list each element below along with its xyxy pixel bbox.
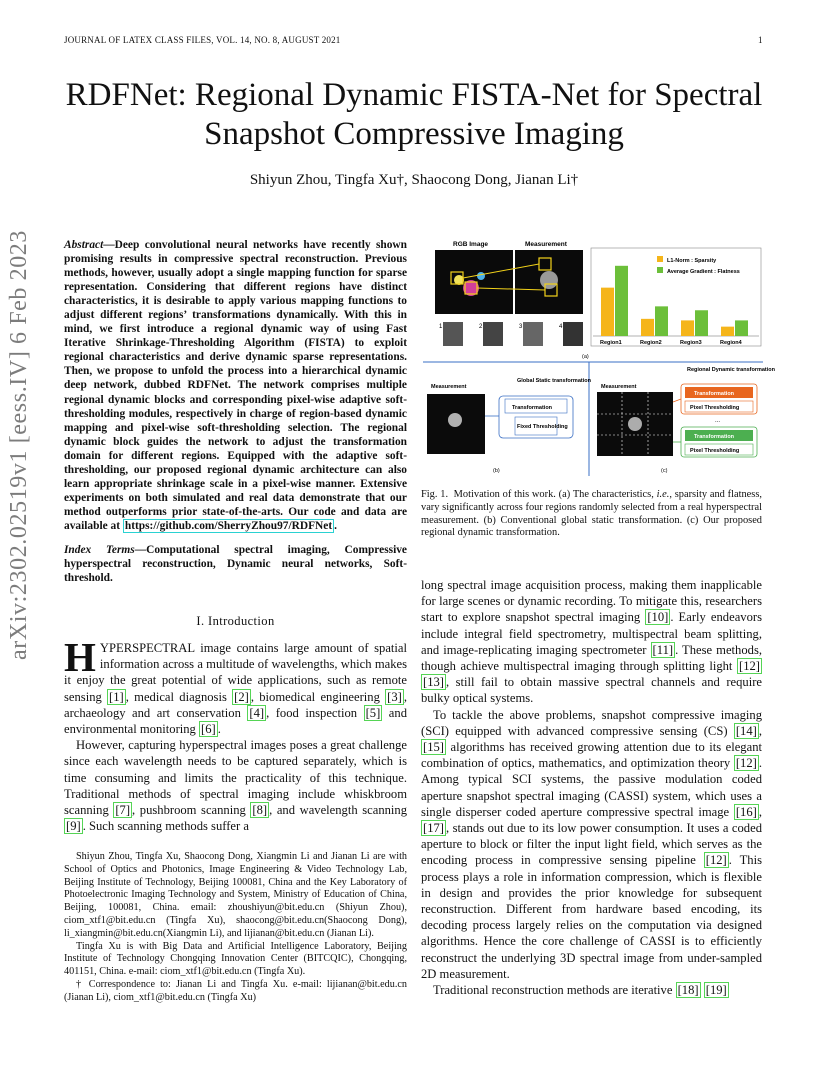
legend-flatness: Average Gradient : Flatness — [667, 269, 740, 275]
text-run: . Among typical SCI systems, the passive modulation coded aperture snapshot spectral imaging (CASSI) system, which uses a single disperser coded aperture compressive spectral image — [421, 756, 762, 819]
b-measurement-object — [448, 413, 462, 427]
text-run: However, capturing hyperspectral images poses a great challenge since each wavelength needs to be captured separately, which is time consuming and limits the practicality of this technique. Traditional methods of spectral imaging include whiskbroom scanning — [64, 738, 407, 818]
citation-link[interactable]: [14] — [735, 723, 757, 738]
citation-link[interactable]: [3] — [387, 689, 402, 704]
bar-region4-series-2 — [735, 320, 748, 336]
subfigure-c-label: (c) — [661, 468, 668, 474]
patch-number: 4 — [559, 324, 563, 330]
drop-cap: H — [64, 634, 96, 680]
citation-link[interactable]: [11] — [652, 642, 674, 657]
citation-link[interactable]: [15] — [423, 740, 444, 755]
abstract-label: Abstract — [64, 239, 104, 251]
intro-text — [64, 634, 407, 834]
patch-number: 1 — [439, 324, 443, 330]
section-heading: I. Introduction — [196, 614, 275, 628]
legend-swatch-sparsity — [657, 256, 663, 262]
text-run: , food inspection — [266, 705, 364, 720]
text-run: long spectral image acquisition process, making them inapplicable for large scenes or dynamic recording. To mitigate this, researchers start to explore snapshot spectral imaging — [421, 578, 762, 625]
intro-paragraph-2 — [64, 737, 407, 834]
citation-link[interactable]: [17] — [423, 821, 444, 836]
citation-link[interactable]: [7] — [115, 803, 131, 818]
text-run: algorithms has received growing attention due to its elegant combination of optics, mathematics, and optimization theory — [421, 740, 762, 771]
citation-link[interactable]: [5] — [365, 705, 381, 720]
c-ellipsis: ... — [715, 418, 721, 424]
rgb-object — [477, 272, 485, 280]
title-line-2: Snapshot Compressive Imaging — [204, 116, 624, 152]
citation-link[interactable]: [13] — [423, 675, 444, 690]
bar-region1-series-2 — [615, 266, 628, 336]
author-list: Shiyun Zhou, Tingfa Xu†, Shaocong Dong, Jianan Li† — [249, 172, 579, 188]
legend-swatch-flatness — [657, 267, 663, 273]
b-global-label: Global Static transformation — [517, 378, 591, 384]
text-run: Traditional reconstruction methods are iterative — [433, 983, 676, 998]
category-label: Region3 — [680, 340, 702, 346]
caption-text: Motivation of this work. (a) The characteristics, — [453, 489, 657, 500]
right-paragraph-3 — [421, 982, 762, 998]
c-transformation-text: Transformation — [694, 391, 735, 397]
bar-region1-series-1 — [601, 288, 614, 336]
citation-link[interactable]: [2] — [234, 689, 249, 704]
text-run: . — [217, 722, 221, 737]
patch-number: 2 — [479, 324, 483, 330]
footnote-xu: Tingfa Xu is with Big Data and Artificial Intelligence Laboratory, Beijing Institute of Technology Chongqing Innovation Center (BITCQIC), Chongqing, 401151, China. e-mail: ciom_xtf1@bit.edu.cn (Tingfa Xu). — [64, 940, 407, 978]
footnote-affiliation: Shiyun Zhou, Tingfa Xu, Shaocong Dong, Xiangmin Li and Jianan Li are with School of Optics and Photonics, Image Engineering & Video Technology Lab, Beijing Institute of Technology, Beijing 100081, China and the Key Laboratory of Photoelectronic Imaging Technology and System, Ministry of Education of China, Beijing, 100081, China. email: zhoushiyun@bit.edu.cn (Shiyun Zhou), ciom_xtf1@bit.edu.cn (Tingfa Xu), shaocong@bit.edu.cn(Shaocong Dong), li_xiangmin@bit.edu.cn(Xiangmin Li), and lijianan@bit.edu.cn (Jianan Li). — [64, 851, 407, 939]
b-measurement-label: Measurement — [431, 384, 467, 390]
figure-1 — [421, 236, 776, 482]
citation-link[interactable]: [12] — [735, 756, 757, 771]
bar-region2-series-1 — [641, 319, 654, 336]
bar-region2-series-2 — [655, 306, 668, 336]
citation-link[interactable]: [18] — [677, 983, 699, 998]
subfigure-a-label: (a) — [582, 354, 589, 360]
footnote-correspondence: † Correspondence to: Jianan Li and Tingfa Xu. e-mail: lijianan@bit.edu.cn (Jianan Li), ciom_xtf1@bit.edu.cn (Tingfa Xu) — [64, 978, 407, 1003]
measurement-label: Measurement — [525, 241, 567, 248]
category-label: Region4 — [720, 340, 742, 346]
text-run: . These methods, though achieve multispectral imaging through splitting light — [421, 642, 762, 674]
figure-svg — [421, 236, 776, 482]
measurement-object — [540, 271, 558, 289]
intro-paragraph-1 — [64, 634, 407, 737]
citation-link[interactable]: [4] — [249, 705, 265, 720]
caption-label: Fig. 1. — [421, 489, 449, 500]
rgb-image-label: RGB Image — [453, 241, 489, 248]
text-run: , stands out due to its low power consumption. It uses a coded aperture to block or filter the input light field, which serves as the encoding process in compressive sensing pipeline — [421, 821, 762, 868]
citation-link[interactable]: [10] — [647, 610, 669, 625]
patch-image — [563, 322, 583, 346]
index-terms-text: —Computational spectral imaging, Compressive hyperspectral reconstruction, Dynamic neural networks, Soft-threshold. — [64, 544, 407, 585]
text-run: . Early endeavors include integral field spectrometry, multispectral beam splitting, and image-replicating imaging spectrometer — [421, 610, 762, 657]
citation-link[interactable]: [16] — [735, 804, 757, 819]
patch-image — [483, 322, 503, 346]
text-run: , — [758, 723, 762, 738]
text-run: , still fail to obtain massive spectral channels and require bulky optical systems. — [421, 675, 762, 706]
b-transformation-text: Transformation — [512, 405, 553, 411]
bar-chart — [591, 248, 761, 346]
caption-text: , sparsity and flatness, vary significantly across four regions randomly selected from a real hyperspectral measurement. (b) Conventional global static transformation. (c) Our proposed regional dynamic transformation. — [421, 489, 762, 539]
citation-link[interactable]: [6] — [201, 722, 216, 737]
index-terms — [64, 543, 407, 585]
title-line-1: RDFNet: Regional Dynamic FISTA-Net for Spectral — [65, 77, 763, 113]
text-run: . This process plays a role in information compression, which is flexible in design and provides the prior knowledge for subsequent reconstruction. Different from hardware based encoding, its decoding process largely relies on the computation via designed algorithms. Hence the core challenge of CASSI is to efficiently reconstruct the underlying 3D spectral image from under-sampled 2D measurement. — [421, 853, 762, 981]
text-run: YPERSPECTRAL image contains large amount of spatial information across a multitude of wavelengths, which makes it enjoy the great potential of wide applications, such as remote sensing — [64, 641, 407, 704]
caption-ie: i.e. — [656, 489, 670, 500]
text-run: , — [758, 804, 762, 819]
text-run: , pushbroom scanning — [132, 803, 251, 818]
c-measurement-object — [628, 417, 642, 431]
bar-region3-series-2 — [695, 310, 708, 336]
text-run: , and wavelength scanning — [269, 803, 407, 818]
category-label: Region1 — [600, 340, 622, 346]
right-paragraph-2 — [421, 707, 762, 982]
running-header: JOURNAL OF LATEX CLASS FILES, VOL. 14, NO. 8, AUGUST 2021 — [64, 35, 341, 45]
patch-image — [523, 322, 543, 346]
text-run: To tackle the above problems, snapshot compressive imaging (SCI) equipped with advanced compressive sensing (CS) — [421, 707, 762, 738]
right-column-text — [421, 577, 762, 998]
text-run: , archaeology and art conservation — [64, 689, 407, 720]
citation-link[interactable]: [9] — [66, 819, 81, 834]
abstract — [64, 238, 407, 533]
subfigure-b-label: (b) — [493, 468, 500, 474]
text-run: and environmental monitoring — [64, 705, 407, 737]
citation-link[interactable]: [12] — [739, 659, 760, 674]
right-paragraph-1 — [421, 577, 762, 707]
text-run: . Such scanning methods suffer a — [82, 819, 249, 834]
text-run: , medical diagnosis — [125, 689, 233, 704]
bar-region4-series-1 — [721, 327, 734, 336]
citation-link[interactable]: [8] — [252, 803, 268, 818]
abstract-text: —Deep convolutional neural networks have recently shown promising results in compressive spectral reconstruction. Previous methods, however, usually adopt a single mapping function for sparse representation. Considering that different regions have distinct characteristics, it is desirable to apply various mapping functions to adjust different regions’ transformations dynamically. With this in mind, we first introduce a regional dynamic way of using Fast Iterative Shrinkage-Thresholding Algorithm (FISTA) to exploit regional characteristics and derive dynamic sparse representations. Then, we propose to unfold the process into a hierarchical dynamic deep network, dubbed RDFNet. The network comprises multiple regional dynamic blocks and corresponding pixel-wise adaptive soft-thresholding modules, respectively in charge of region-based dynamic mapping and pixel-wise soft-thresholding selection. The regional dynamic block guides the network to adjust the transformation domain for different regions. Equipped with the adaptive soft-thresholding, our proposed regional dynamic architecture can also learn appropriate shrinkage scale in a pixel-wise manner. Extensive experiments on both simulated and real data demonstrate that our method outperforms prior state-of-the-arts. Our code and data are available at — [64, 239, 407, 532]
patch-row — [439, 322, 583, 346]
b-fixed-threshold-text: Fixed Thresholding — [517, 424, 568, 430]
footnotes — [64, 851, 407, 1005]
code-link[interactable]: https://github.com/SherryZhou97/RDFNet — [124, 519, 333, 532]
arxiv-stamp-text: arXiv:2302.02519v1 [eess.IV] 6 Feb 2023 — [6, 229, 32, 660]
patch-number: 3 — [519, 324, 523, 330]
page-number: 1 — [758, 35, 763, 45]
citation-link[interactable]: [19] — [705, 983, 727, 998]
c-arrow — [673, 399, 681, 402]
patch-image — [443, 322, 463, 346]
category-label: Region2 — [640, 340, 662, 346]
c-regional-label: Regional Dynamic transformation — [687, 367, 776, 373]
citation-link[interactable]: [12] — [705, 853, 727, 868]
c-measurement-label: Measurement — [601, 384, 637, 390]
bar-region3-series-1 — [681, 320, 694, 336]
c-pixel-threshold-text: Pixel Thresholding — [690, 405, 740, 411]
citation-link[interactable]: [1] — [109, 689, 124, 704]
paper-title — [40, 76, 788, 154]
c-transformation-text: Transformation — [694, 434, 735, 440]
c-pixel-threshold-text: Pixel Thresholding — [690, 448, 740, 454]
figure-caption — [421, 489, 762, 540]
index-terms-label: Index Terms — [64, 544, 135, 556]
legend-sparsity: L1-Norm : Sparsity — [667, 258, 717, 264]
abstract-end: . — [334, 519, 337, 532]
text-run: , biomedical engineering — [250, 689, 386, 704]
